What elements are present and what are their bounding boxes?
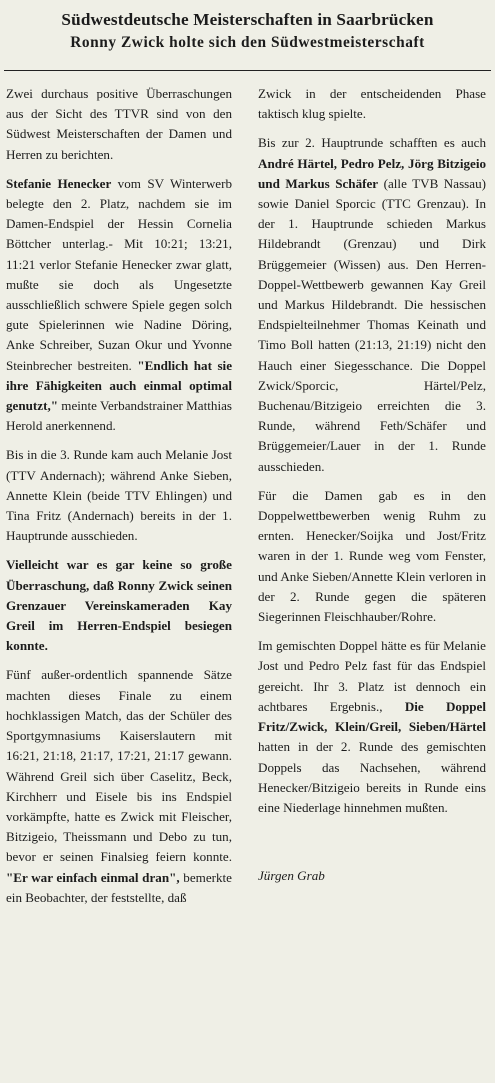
text-mixed-pre: Im gemischten Doppel hätte es für Melanie Jost und Pedro Pelz fast für das Endspiel gereicht. Ihr 3. Platz ist dennoch ein achtbares Ergebnis.,	[258, 638, 486, 714]
names-mixed: Die Doppel Fritz/Zwick, Klein/Greil, Sieben/Härtel	[258, 698, 486, 735]
paragraph-damen: Für die Damen gab es in den Doppelwettbewerben wenig Ruhm zu ernten. Henecker/Soijka und Jost/Fritz waren in der 1. Runde weg vom Fenster, und Anke Sieben/Annette Klein verloren in der 2. Runde gegen die späteren Siegerinnen Fleischhauber/Rohre.	[258, 487, 486, 625]
header-divider	[4, 70, 491, 71]
article-subtitle: Ronny Zwick holte sich den Südwestmeisterschaft	[70, 34, 425, 51]
text-henecker: vom SV Winterwerb belegte den 2. Platz, nachdem sie im Damen-Endspiel der Hessin Cornelia Böttcher unterlag.- Mit 10:21; 13:21, 11:21 verlor Stefanie Henecker zwar glatt, mußte sie doch als Ungesetzte ausschließlich schwere Spiele gegen solch gute Spielerinnen wie Nadine Döring, Anke Schreiber, Suzan Okur und Yvonne Steinbrecher bestreiten.	[6, 175, 232, 373]
quote-henecker: "Endlich hat sie ihre Fähigkeiten auch einmal optimal genutzt,"	[6, 357, 233, 414]
text-mixed-tail: hatten in der 2. Runde des gemischten Doppels das Nachsehen, während Henecker/Bitzigeio bereits in Runde eins eine Niederlage hinnehmen mußten.	[258, 739, 486, 815]
paragraph-final	[6, 665, 232, 907]
name-henecker: Stefanie Henecker	[6, 175, 112, 191]
zwick-highlight: Vielleicht war es gar keine so große Überraschung, daß Ronny Zwick seinen Grenzauer Vereinskameraden Kay Greil im Herren-Endspiel besiegen konnte.	[6, 557, 232, 654]
text-herren-tail: (alle TVB Nassau) sowie Daniel Sporcic (TTC Grenzau). In der 1. Hauptrunde schieden Markus Hildebrandt (Grenzau) und Dirk Brüggemeier (Wissen) aus. Den Herren-Doppel-Wettbewerb gewannen Kay Greil und Markus Hildebrandt. Die hessischen Endspielteilnehmer Thomas Keinath und Timo Boll hatten (21:13, 21:19) nicht den Hauch einer Siegesschance. Die Doppel Zwick/Sporcic, Härtel/Pelz, Buchenau/Bitzigeio erreichten die 3. Runde, während Feth/Schäfer und Brüggemeier/Lauer in der 1. Runde ausschieden.	[258, 175, 486, 474]
article-title: Südwestdeutsche Meisterschaften in Saarbrücken	[61, 10, 434, 29]
quote-final: "Er war einfach einmal dran",	[6, 869, 180, 885]
right-column	[258, 84, 486, 895]
paragraph-mixed	[258, 636, 486, 818]
author-byline: Jürgen Grab	[258, 868, 325, 884]
paragraph-continuation: Zwick in der entscheidenden Phase taktisch klug spielte.	[258, 86, 486, 122]
text-henecker-tail: meinte Verbandstrainer Matthias Herold anerkennend.	[6, 398, 232, 434]
paragraph-intro: Zwei durchaus positive Überraschungen aus der Sicht des TTVR sind von den Südwest Meisterschaften der Damen und Herren zu berichten.	[6, 86, 232, 162]
names-herren: André Härtel, Pedro Pelz, Jörg Bitzigeio und Markus Schäfer	[258, 155, 486, 191]
text-final: Fünf außer-ordentlich spannende Sätze machten dieses Finale zu einem hochklassigen Match, das der Schüler des Sportgymnasiums Kaiserslautern mit 16:21, 21:18, 21:17, 17:21, 21:17 gewann. Während Greil sich über Caselitz, Beck, Kirchherr und Eisele bis ins Endspiel vorkämpfte, hatte es Zwick mit Fleischer, Bitzigeio, Theissmann und Debo zu tun, bevor er seinen Finalsieg feiern konnte.	[6, 667, 232, 865]
text-herren-pre: Bis zur 2. Hauptrunde schafften es auch	[258, 135, 486, 151]
paragraph-herren	[258, 133, 486, 476]
paragraph-jost: Bis in die 3. Runde kam auch Melanie Jost (TTV Andernach); während Anke Sieben, Annette Klein (beide TTV Ehlingen) und Tina Fritz (Andernach) bereits in der 1. Hauptrunde ausschieden.	[6, 447, 232, 544]
paragraph-henecker	[6, 174, 232, 437]
paragraph-zwick-highlight	[6, 555, 232, 656]
left-column	[6, 84, 232, 917]
text-final-tail: bemerkte ein Beobachter, der feststellte, daß	[6, 869, 232, 905]
